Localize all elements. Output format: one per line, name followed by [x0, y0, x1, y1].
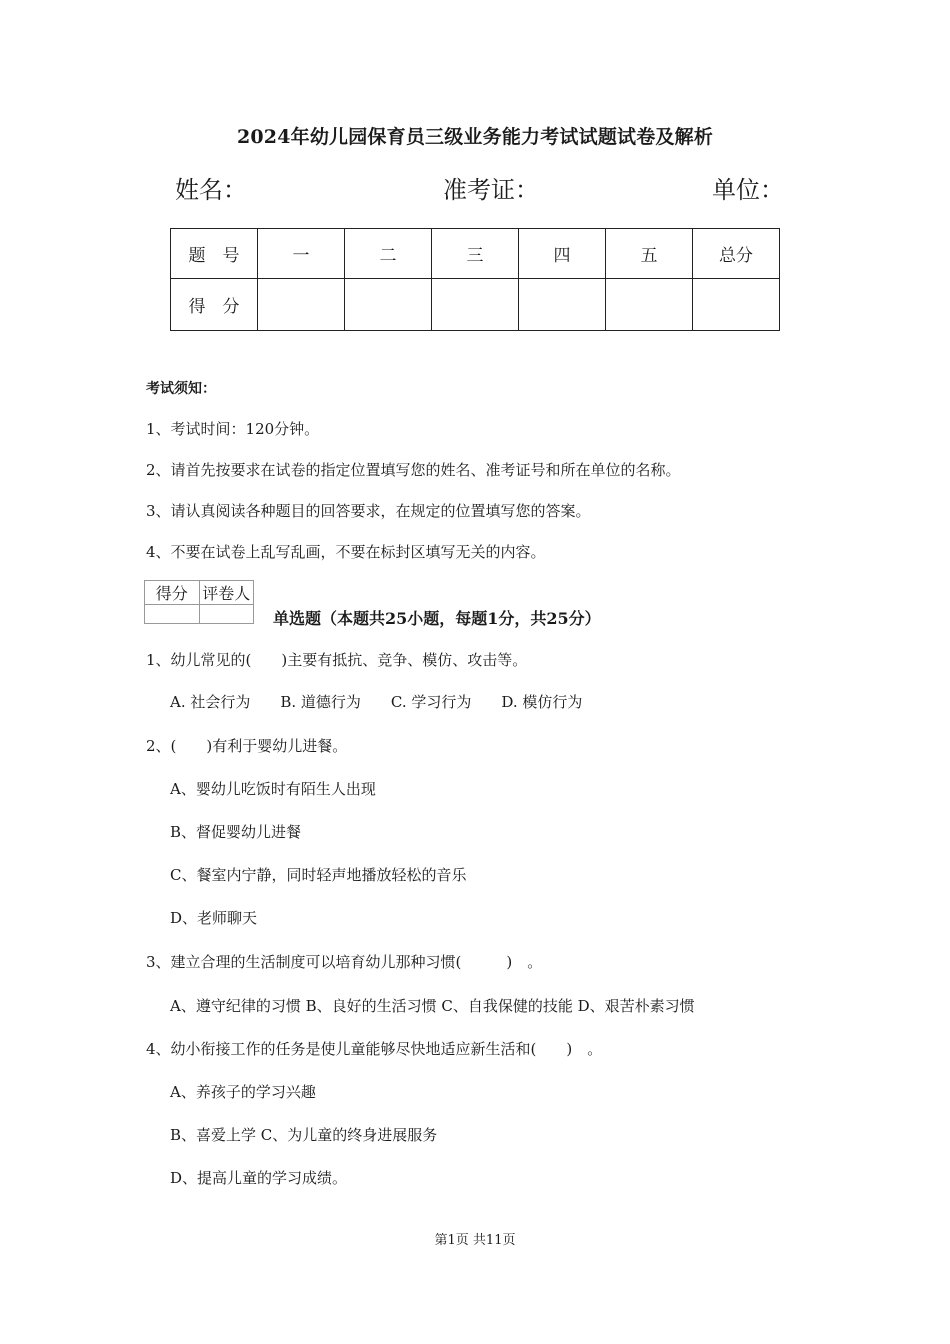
score-cell — [519, 279, 606, 331]
score-table-header-row — [171, 229, 780, 279]
question-stem: 4、幼小衔接工作的任务是使儿童能够尽快地适应新生活和( ) 。 — [146, 1040, 603, 1058]
notice-item: 2、请首先按要求在试卷的指定位置填写您的姓名、准考证号和所在单位的名称。 — [146, 461, 681, 479]
notice-item: 1、考试时间：120分钟。 — [146, 420, 320, 438]
question-stem: 1、幼儿常见的( )主要有抵抗、竞争、模仿、攻击等。 — [146, 651, 528, 669]
score-header-cell: 五 — [606, 229, 693, 279]
question-option: A、婴幼儿吃饭时有陌生人出现 — [170, 780, 376, 798]
question-option: B、喜爱上学 C、为儿童的终身进展服务 — [170, 1126, 438, 1144]
grader-name-label: 评卷人 — [199, 581, 254, 605]
grader-table — [144, 580, 254, 624]
score-header-cell: 题 号 — [171, 229, 258, 279]
document-title: 2024年幼儿园保育员三级业务能力考试试题试卷及解析 — [236, 126, 714, 148]
score-table — [170, 228, 780, 331]
score-header-cell: 四 — [519, 229, 606, 279]
question-option: B、督促婴幼儿进餐 — [170, 823, 302, 841]
question-option: D、提高儿童的学习成绩。 — [170, 1169, 348, 1187]
score-cell — [345, 279, 432, 331]
score-cell — [258, 279, 345, 331]
unit-label: 单位： — [712, 176, 784, 204]
score-header-cell: 三 — [432, 229, 519, 279]
grader-name-cell — [199, 605, 254, 624]
grader-score-cell — [145, 605, 200, 624]
question-stem: 3、建立合理的生活制度可以培育幼儿那种习惯( ) 。 — [146, 953, 543, 971]
page-footer: 第1页 共11页 — [434, 1233, 516, 1248]
question-option: A、养孩子的学习兴趣 — [170, 1083, 316, 1101]
score-header-cell: 二 — [345, 229, 432, 279]
question-option: D、老师聊天 — [170, 909, 258, 927]
score-cell — [606, 279, 693, 331]
section-title: 单选题（本题共25小题，每题1分，共25分） — [273, 609, 601, 628]
question-stem: 2、( )有利于婴幼儿进餐。 — [146, 737, 348, 755]
name-label: 姓名： — [175, 176, 247, 204]
score-cell — [432, 279, 519, 331]
exam-number-label: 准考证： — [443, 176, 539, 204]
notice-item: 4、不要在试卷上乱写乱画，不要在标封区填写无关的内容。 — [146, 543, 546, 561]
grader-score-label: 得分 — [145, 581, 200, 605]
notice-item: 3、请认真阅读各种题目的回答要求，在规定的位置填写您的答案。 — [146, 502, 591, 520]
score-header-cell: 一 — [258, 229, 345, 279]
score-row-label: 得 分 — [171, 279, 258, 331]
score-table-score-row — [171, 279, 780, 331]
question-option: A、遵守纪律的习惯 B、良好的生活习惯 C、自我保健的技能 D、艰苦朴素习惯 — [170, 997, 695, 1015]
notice-heading: 考试须知： — [146, 381, 216, 397]
question-option: A. 社会行为 B. 道德行为 C. 学习行为 D. 模仿行为 — [170, 693, 583, 711]
score-header-cell: 总分 — [693, 229, 780, 279]
question-option: C、餐室内宁静，同时轻声地播放轻松的音乐 — [170, 866, 467, 884]
score-cell — [693, 279, 780, 331]
